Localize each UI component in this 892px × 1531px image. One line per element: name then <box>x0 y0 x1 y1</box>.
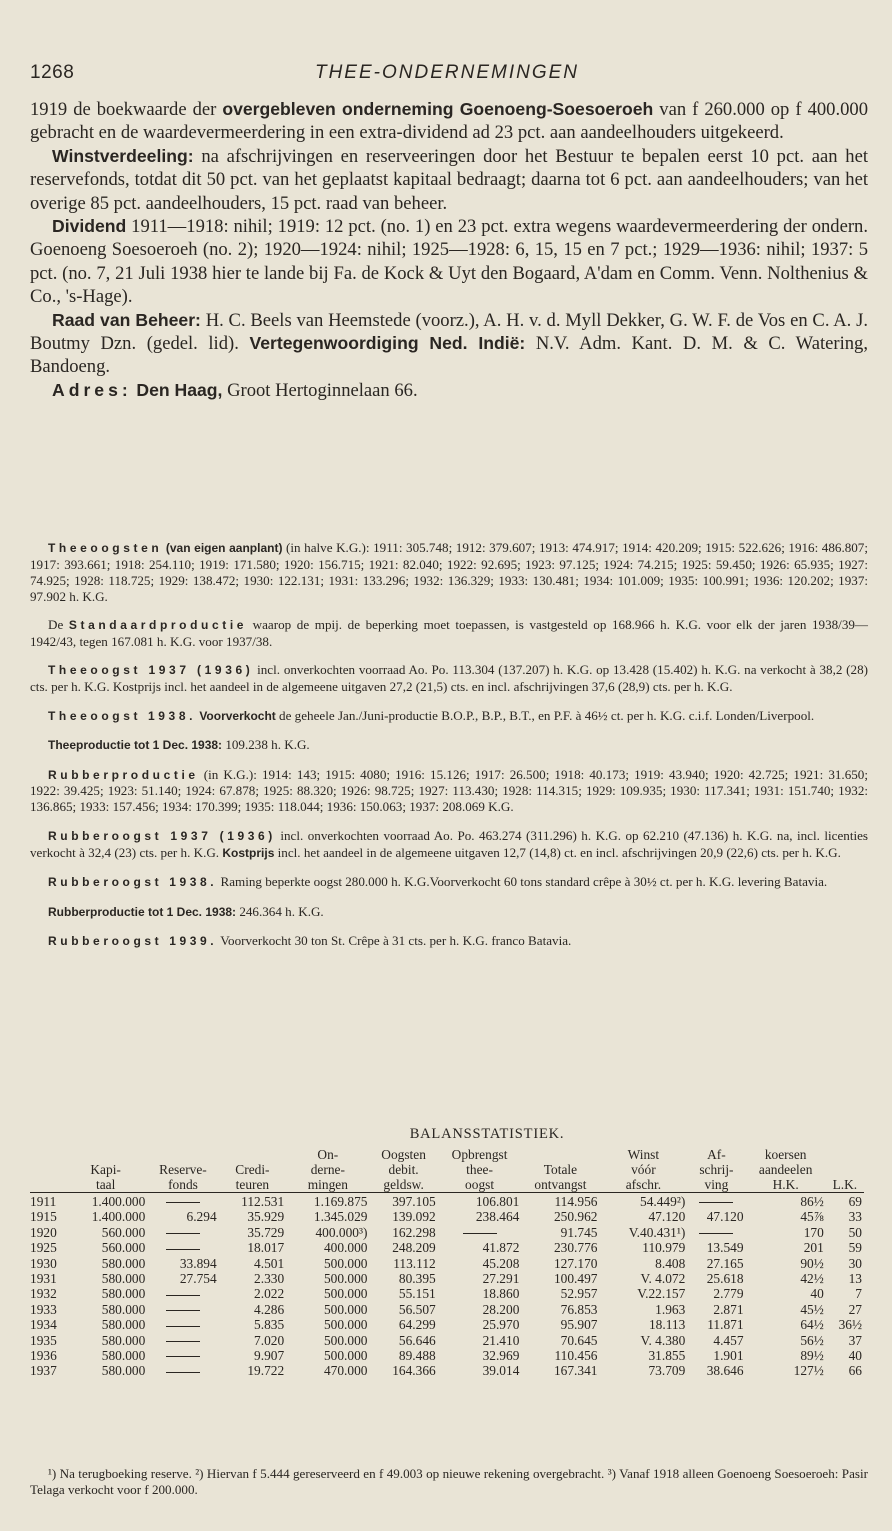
cell-koers-lk: 30 <box>848 1255 862 1271</box>
cell-year: 1933 <box>30 1301 57 1317</box>
cell-crediteuren: 2.022 <box>254 1286 285 1302</box>
cell-reservefonds: 6.294 <box>186 1209 217 1225</box>
cell-totale-ontvangst: 52.957 <box>560 1286 598 1302</box>
balance-row-1925 <box>30 1240 864 1255</box>
cell-kapitaal: 1.400.000 <box>64 1193 147 1210</box>
cell-totale-ontvangst: 110.456 <box>554 1348 598 1364</box>
cell-koers-hk: 170 <box>803 1224 824 1240</box>
balance-row-1915 <box>30 1209 864 1224</box>
note-theeproductie: Theeproductie tot 1 Dec. 1938: 109.238 h. K.G. <box>48 737 310 753</box>
cell-opbrengst: 45.208 <box>482 1255 520 1271</box>
cell-koers-lk: 66 <box>848 1363 862 1379</box>
cell-afschrijving: 27.165 <box>706 1255 744 1271</box>
page-number: 1268 <box>30 62 75 83</box>
cell-year: 1930 <box>30 1255 57 1271</box>
col-header-opbrengst: Opbrengst thee- oogst <box>451 1147 508 1192</box>
cell-koers-hk: 45⅞ <box>800 1209 824 1225</box>
cell-totale-ontvangst: 127.170 <box>553 1255 598 1271</box>
note-theeoogst-1938: Theeoogst 1938. Voorverkocht de geheele Jan./Juni-productie B.O.P., B.P., B.T., en P.F. à 46½ ct. per h. K.G. c.i.f. Londen/Liverpool. <box>48 707 815 723</box>
cell-ondernemingen: 500.000 <box>323 1348 368 1364</box>
col-header-crediteuren: Credi- teuren <box>235 1162 270 1192</box>
cell-ondernemingen: 500.000 <box>323 1255 368 1271</box>
cell-afschrijving <box>687 1193 745 1210</box>
cell-ondernemingen: 500.000 <box>323 1301 368 1317</box>
cell-koers-lk: 37 <box>848 1332 862 1348</box>
label-dividend: Dividend <box>52 216 127 237</box>
cell-oogsten-debit: 162.298 <box>392 1224 436 1240</box>
cell-year: 1920 <box>30 1224 57 1240</box>
cell-reservefonds <box>147 1302 218 1317</box>
cell-year: 1932 <box>30 1286 57 1302</box>
paragraph-boekwaarde: 1919 de boekwaarde der overgebleven onderneming Goenoeng-Soesoeroeh van f 260.000 op f 400.000 gebracht en de waardevermeerdering in een extra-dividend ad 23 pct. aan aandeelhouders uitgekeerd. <box>30 99 868 144</box>
cell-totale-ontvangst: 91.745 <box>560 1224 598 1240</box>
cell-koers-lk: 69 <box>826 1193 864 1210</box>
cell-reservefonds <box>147 1317 218 1332</box>
cell-winst: 47.120 <box>648 1209 686 1225</box>
cell-totale-ontvangst: 100.497 <box>553 1271 598 1287</box>
paragraph-winstverdeeling: Winstverdeeling: na afschrijvingen en reserveeringen door het Bestuur te bepalen eerst 10 pct. aan het reservefonds, totdat dit 50 pct. van het geplaatst kapitaal bedraagt; daarna tot 6 pct. aan aandeelhouders; van het overige 85 pct. aandeelhouders, 15 pct. raad van beheer. <box>30 145 868 214</box>
paragraph-adres: Adres: Den Haag, Groot Hertoginnelaan 66. <box>52 379 418 401</box>
balance-row-1920 <box>30 1225 864 1240</box>
cell-totale-ontvangst: 76.853 <box>560 1301 598 1317</box>
empty-dash <box>166 1233 200 1234</box>
cell-totale-ontvangst: 95.907 <box>560 1317 598 1333</box>
cell-kapitaal: 580.000 <box>101 1332 146 1348</box>
col-header-totale-ontvangst: Totale ontvangst <box>534 1162 587 1192</box>
bold-onderneming: overgebleven onderneming Goenoeng-Soesoeroeh <box>222 99 654 119</box>
main-text <box>30 98 868 402</box>
cell-afschrijving: 4.457 <box>713 1332 744 1348</box>
cell-crediteuren: 2.330 <box>254 1271 285 1287</box>
cell-oogsten-debit: 89.488 <box>398 1348 436 1364</box>
note-rubberoogst-1937: Rubberoogst 1937 (1936) incl. onverkochten voorraad Ao. Po. 463.274 (311.296) h. K.G. op 62.210 (47.136) h. K.G. na, incl. licenties verkocht à 32,4 (23) cts. per h. K.G. Kostprijs incl. het aandeel in de algemeene uitgaven 12,7 (14,8) ct. en incl. afschrijvingen 20,9 (22,6) cts. per h. K.G. <box>30 827 868 860</box>
cell-opbrengst: 32.969 <box>482 1348 520 1364</box>
cell-afschrijving: 11.871 <box>707 1317 744 1333</box>
balance-statistics <box>30 1126 864 1379</box>
cell-reservefonds <box>147 1286 218 1301</box>
empty-dash <box>166 1295 200 1296</box>
cell-ondernemingen: 500.000 <box>323 1271 368 1287</box>
cell-crediteuren: 112.531 <box>219 1193 287 1210</box>
label-vertegenwoordiging: Vertegenwoordiging Ned. Indië: <box>249 333 526 354</box>
empty-dash <box>166 1202 200 1203</box>
col-header-koers-hk: koersen aandeelen H.K. <box>758 1147 813 1192</box>
empty-dash <box>699 1202 733 1203</box>
cell-year: 1937 <box>30 1363 57 1379</box>
cell-winst: 31.855 <box>648 1348 686 1364</box>
cell-kapitaal: 560.000 <box>101 1240 146 1256</box>
balance-row-1931 <box>30 1271 864 1286</box>
cell-crediteuren: 5.835 <box>254 1317 285 1333</box>
running-title: THEE-ONDERNEMINGEN <box>314 62 579 83</box>
cell-koers-lk: 59 <box>848 1240 862 1256</box>
cell-totale-ontvangst: 230.776 <box>553 1240 598 1256</box>
cell-crediteuren: 4.286 <box>254 1301 285 1317</box>
cell-afschrijving: 13.549 <box>706 1240 744 1256</box>
cell-year: 1934 <box>30 1317 57 1333</box>
cell-opbrengst: 41.872 <box>482 1240 520 1256</box>
cell-winst: V.22.157 <box>637 1286 686 1302</box>
cell-koers-hk: 56½ <box>800 1332 824 1348</box>
cell-kapitaal: 580.000 <box>101 1301 146 1317</box>
note-rubberproductie-1938: Rubberproductie tot 1 Dec. 1938: 246.364 h. K.G. <box>48 903 324 919</box>
cell-opbrengst: 39.014 <box>482 1363 520 1379</box>
note-rubberproductie: Rubberproductie (in K.G.): 1914: 143; 1915: 4080; 1916: 15.126; 1917: 26.500; 1918: 40.173; 1919: 43.940; 1920: 42.725; 1921: 31.650; 1922: 39.425; 1923: 51.140; 1924: 67.878; 1925: 88.320; 1926: 98.725; 1927: 113.430; 1928: 114.315; 1929: 109.935; 1930: 117.341; 1931: 151.740; 1932: 136.865; 1933: 157.456; 1934: 170.399; 1935: 118.044; 1936: 150.063; 1937: 208.069 K.G. <box>30 766 868 815</box>
cell-opbrengst: 238.464 <box>475 1209 520 1225</box>
cell-opbrengst: 106.801 <box>438 1193 522 1210</box>
cell-kapitaal: 560.000 <box>101 1224 146 1240</box>
cell-koers-hk: 201 <box>803 1240 824 1256</box>
note-standaardproductie: De Standaardproductie waarop de mpij. de beperking moet toepassen, is vastgesteld op 168.966 h. K.G. voor elk der jaren 1938/39—1942/43, tegen 167.081 h. K.G. voor 1937/38. <box>30 617 869 650</box>
col-header-afschrijving: Af- schrij- ving <box>699 1147 734 1192</box>
cell-koers-lk: 27 <box>848 1301 862 1317</box>
cell-koers-hk: 90½ <box>800 1255 824 1271</box>
cell-reservefonds <box>147 1193 218 1210</box>
cell-koers-hk: 64½ <box>800 1317 824 1333</box>
cell-reservefonds <box>147 1348 218 1363</box>
cell-winst: 8.408 <box>655 1255 686 1271</box>
cell-koers-lk: 33 <box>848 1209 862 1225</box>
cell-koers-lk: 36½ <box>838 1317 862 1333</box>
cell-opbrengst: 27.291 <box>482 1271 520 1287</box>
cell-crediteuren: 4.501 <box>254 1255 285 1271</box>
empty-dash <box>166 1356 200 1357</box>
cell-opbrengst <box>438 1225 522 1240</box>
col-header-kapitaal: Kapi- taal <box>90 1162 121 1192</box>
production-notes <box>30 540 868 962</box>
cell-reservefonds: 27.754 <box>179 1271 217 1287</box>
col-header-koers-lk: L.K. <box>832 1177 858 1192</box>
cell-winst: 73.709 <box>648 1363 686 1379</box>
cell-totale-ontvangst: 250.962 <box>553 1209 598 1225</box>
cell-year: 1931 <box>30 1271 57 1287</box>
cell-opbrengst: 18.860 <box>482 1286 520 1302</box>
balance-table <box>30 1147 864 1379</box>
balance-title: BALANSSTATISTIEK. <box>409 1126 565 1142</box>
cell-oogsten-debit: 55.151 <box>398 1286 436 1302</box>
cell-opbrengst: 21.410 <box>482 1332 520 1348</box>
cell-year: 1911 <box>30 1193 64 1210</box>
cell-crediteuren: 19.722 <box>247 1363 285 1379</box>
cell-year: 1935 <box>30 1332 57 1348</box>
empty-dash <box>166 1372 200 1373</box>
col-header-oogsten-debit: Oogsten debit. geldsw. <box>381 1147 426 1192</box>
cell-crediteuren: 9.907 <box>254 1348 285 1364</box>
cell-koers-hk: 86½ <box>746 1193 826 1210</box>
label-raad-van-beheer: Raad van Beheer: <box>52 309 201 330</box>
cell-afschrijving: 47.120 <box>706 1209 744 1225</box>
empty-dash <box>166 1341 200 1342</box>
cell-afschrijving: 25.618 <box>706 1271 744 1287</box>
cell-koers-hk: 45½ <box>800 1301 824 1317</box>
cell-kapitaal: 580.000 <box>101 1363 146 1379</box>
cell-ondernemingen: 500.000 <box>323 1317 368 1333</box>
cell-afschrijving: 2.871 <box>713 1301 744 1317</box>
balance-row-1934 <box>30 1317 864 1332</box>
cell-winst: V. 4.380 <box>640 1332 686 1348</box>
cell-winst: V. 4.072 <box>640 1271 686 1287</box>
cell-year: 1925 <box>30 1240 57 1256</box>
note-theeoogst-1937: Theeoogst 1937 (1936) incl. onverkochten voorraad Ao. Po. 113.304 (137.207) h. K.G. op 13.428 (15.402) h. K.G. na verkocht à 38,2 (28) cts. per h. K.G. Kostprijs incl. het aandeel in de algemeene uitgaven 27,2 (21,5) cts. en incl. afschrijvingen 37,6 (28,9) cts. per h. K.G. <box>30 662 868 695</box>
cell-reservefonds <box>147 1363 218 1378</box>
balance-row-1936 <box>30 1348 864 1363</box>
col-header-year <box>30 1147 64 1193</box>
col-header-reservefonds: Reserve- fonds <box>159 1162 207 1192</box>
cell-kapitaal: 580.000 <box>101 1317 146 1333</box>
cell-totale-ontvangst: 167.341 <box>553 1363 598 1379</box>
cell-oogsten-debit: 80.395 <box>398 1271 436 1287</box>
cell-koers-lk: 13 <box>848 1271 862 1287</box>
empty-dash <box>166 1249 200 1250</box>
cell-oogsten-debit: 397.105 <box>369 1193 437 1210</box>
cell-crediteuren: 7.020 <box>254 1332 285 1348</box>
cell-winst: 1.963 <box>655 1301 686 1317</box>
empty-dash <box>463 1233 497 1234</box>
cell-koers-lk: 40 <box>848 1348 862 1364</box>
cell-opbrengst: 25.970 <box>482 1317 520 1333</box>
cell-oogsten-debit: 248.209 <box>392 1240 436 1256</box>
cell-opbrengst: 28.200 <box>482 1301 520 1317</box>
label-den-haag: Den Haag, <box>136 379 223 400</box>
cell-koers-hk: 42½ <box>800 1271 824 1287</box>
balance-row-1933 <box>30 1302 864 1317</box>
col-header-ondernemingen: On- derne- mingen <box>307 1147 348 1192</box>
balance-row-1935 <box>30 1333 864 1348</box>
cell-crediteuren: 18.017 <box>247 1240 285 1256</box>
cell-reservefonds: 33.894 <box>179 1255 217 1271</box>
empty-dash <box>166 1326 200 1327</box>
cell-koers-hk: 40 <box>810 1286 824 1302</box>
cell-totale-ontvangst: 114.956 <box>521 1193 599 1210</box>
cell-ondernemingen: 1.345.029 <box>313 1209 368 1225</box>
cell-kapitaal: 580.000 <box>101 1271 146 1287</box>
cell-winst: 54.449²) <box>599 1193 687 1210</box>
cell-oogsten-debit: 64.299 <box>398 1317 436 1333</box>
empty-dash <box>699 1233 733 1234</box>
label-adres: Adres: <box>52 379 132 400</box>
cell-reservefonds <box>147 1333 218 1348</box>
cell-afschrijving: 2.779 <box>713 1286 744 1302</box>
footnote-text: ¹) Na terugboeking reserve. ²) Hiervan f 5.444 gereserveerd en f 49.003 op nieuwe rekening overgebracht. ³) Vanaf 1918 alleen Goenoeng Soesoeroeh: Pasir Telaga verkocht voor f 200.000. <box>30 1466 868 1497</box>
cell-year: 1936 <box>30 1348 57 1364</box>
cell-kapitaal: 1.400.000 <box>91 1209 146 1225</box>
empty-dash <box>166 1310 200 1311</box>
cell-ondernemingen: 1.169.875 <box>286 1193 369 1210</box>
cell-ondernemingen: 400.000 <box>323 1240 368 1256</box>
paragraph-dividend: Dividend 1911—1918: nihil; 1919: 12 pct. (no. 1) en 23 pct. extra wegens waardevermeerdering der ondern. Goenoeng Soesoeroeh (no. 2); 1920—1924: nihil; 1925—1928: 6, 15, 15 en 7 pct.; 1929—1936: nihil; 1937: 5 pct. (no. 7, 21 Juli 1938 hier te lande bij Fa. de Kock & Uyt den Bogaard, A'dam en Comm. Venn. Nolthenius & Co., 's-Hage). <box>30 216 868 308</box>
col-header-winst: Winst vóór afschr. <box>625 1147 662 1192</box>
balance-row-1937 <box>30 1363 864 1378</box>
cell-reservefonds <box>147 1240 218 1255</box>
cell-totale-ontvangst: 70.645 <box>560 1332 598 1348</box>
cell-kapitaal: 580.000 <box>101 1286 146 1302</box>
note-theeoogsten: Theeoogsten (van eigen aanplant) (in halve K.G.): 1911: 305.748; 1912: 379.607; 1913: 474.917; 1914: 420.209; 1915: 522.626; 1916: 486.807; 1917: 393.661; 1918: 254.110; 1919: 171.580; 1920: 156.715; 1921: 82.040; 1922: 92.695; 1923: 97.125; 1924: 74.215; 1925: 59.450; 1926: 65.935; 1927: 74.925; 1928: 118.725; 1929: 138.472; 1930: 122.131; 1931: 133.296; 1932: 136.329; 1933: 130.481; 1934: 101.009; 1935: 100.991; 1936: 120.202; 1937: 97.902 h. K.G. <box>30 540 868 604</box>
cell-year: 1915 <box>30 1209 57 1225</box>
cell-oogsten-debit: 164.366 <box>392 1363 436 1379</box>
cell-ondernemingen: 500.000 <box>323 1286 368 1302</box>
footnotes <box>30 1466 868 1498</box>
cell-ondernemingen: 400.000³) <box>315 1224 368 1240</box>
balance-row-1911 <box>30 1193 864 1210</box>
cell-reservefonds <box>147 1225 218 1240</box>
cell-winst: V.40.431¹) <box>628 1224 686 1240</box>
cell-oogsten-debit: 56.507 <box>398 1301 436 1317</box>
cell-koers-lk: 50 <box>848 1224 862 1240</box>
cell-ondernemingen: 500.000 <box>323 1332 368 1348</box>
cell-ondernemingen: 470.000 <box>323 1363 368 1379</box>
cell-afschrijving: 38.646 <box>706 1363 744 1379</box>
balance-row-1932 <box>30 1286 864 1301</box>
cell-afschrijving: 1.901 <box>713 1348 744 1364</box>
cell-oogsten-debit: 139.092 <box>392 1209 436 1225</box>
paragraph-raad-van-beheer: Raad van Beheer: H. C. Beels van Heemstede (voorz.), A. H. v. d. Myll Dekker, G. W. F. de Vos en C. A. J. Boutmy Dzn. (gedel. lid). Vertegenwoordiging Ned. Indië: N.V. Adm. Kant. D. M. & C. Watering, Bandoeng. <box>30 309 869 378</box>
running-header <box>30 62 864 90</box>
balance-header-row <box>30 1147 864 1193</box>
cell-koers-hk: 89½ <box>800 1348 824 1364</box>
cell-koers-lk: 7 <box>855 1286 862 1302</box>
note-rubberoogst-1938: Rubberoogst 1938. Raming beperkte oogst 280.000 h. K.G.Voorverkocht 60 tons standard crêpe à 30½ ct. per h. K.G. levering Batavia. <box>48 874 828 890</box>
cell-oogsten-debit: 56.646 <box>398 1332 436 1348</box>
cell-kapitaal: 580.000 <box>101 1348 146 1364</box>
balance-body <box>30 1193 864 1379</box>
balance-row-1930 <box>30 1256 864 1271</box>
cell-crediteuren: 35.929 <box>247 1209 285 1225</box>
cell-kapitaal: 580.000 <box>101 1255 146 1271</box>
cell-koers-hk: 127½ <box>793 1363 824 1379</box>
cell-oogsten-debit: 113.112 <box>393 1255 436 1271</box>
note-rubberoogst-1939: Rubberoogst 1939. Voorverkocht 30 ton St. Crêpe à 31 cts. per h. K.G. franco Batavia. <box>48 932 572 948</box>
cell-winst: 18.113 <box>648 1317 686 1333</box>
label-winstverdeeling: Winstverdeeling: <box>52 145 194 166</box>
cell-crediteuren: 35.729 <box>247 1224 285 1240</box>
cell-winst: 110.979 <box>642 1240 686 1256</box>
cell-afschrijving <box>687 1225 745 1240</box>
